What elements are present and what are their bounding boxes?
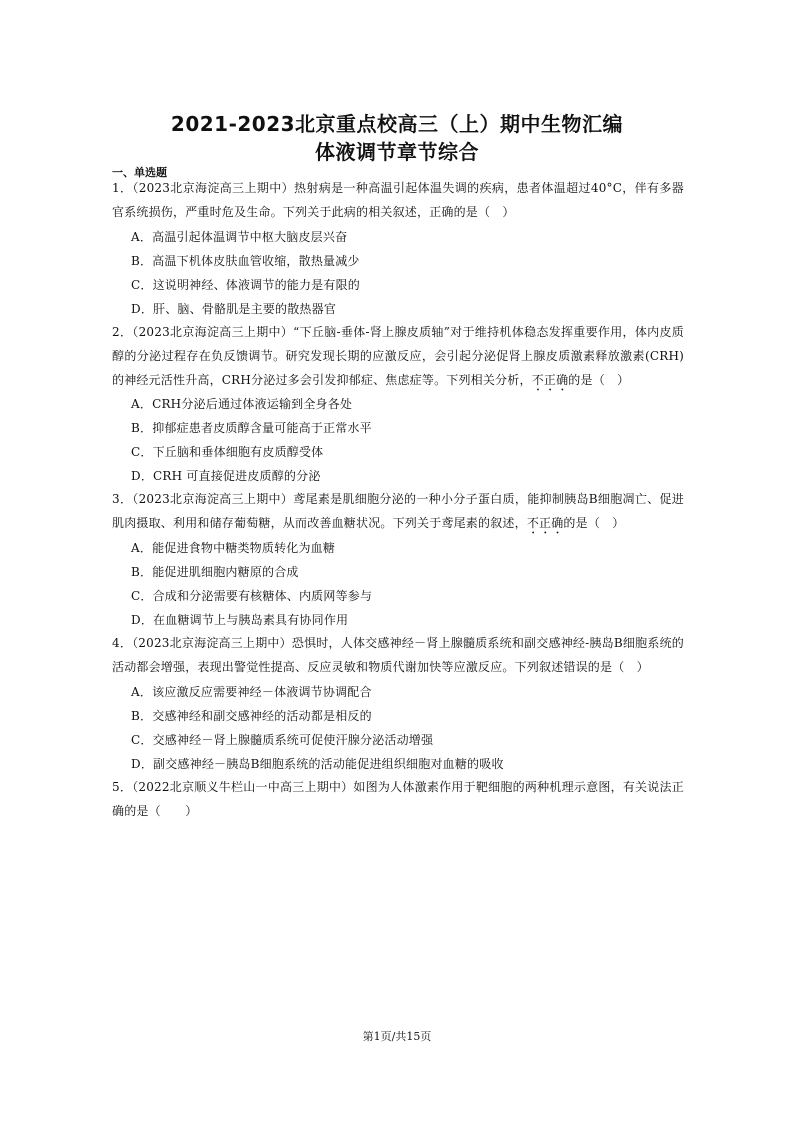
question-1-option-a: A．高温引起体温调节中枢大脑皮层兴奋 bbox=[131, 230, 348, 244]
question-2-option-d: D．CRH 可直接促进皮质醇的分泌 bbox=[131, 469, 321, 483]
question-3-option-b: B．能促进肌细胞内糖原的合成 bbox=[131, 565, 299, 579]
question-2-option-a: A．CRH分泌后通过体液运输到全身各处 bbox=[131, 397, 353, 411]
question-2-option-c: C．下丘脑和垂体细胞有皮质醇受体 bbox=[131, 445, 324, 459]
question-3-stem-text: 3．（2023北京海淀高三上期中）鸢尾素是肌细胞分泌的一种小分子蛋白质，能抑制胰岛B细胞凋亡、促进肌肉摄取、利用和储存葡萄糖，从而改善血糖状况。下列关于鸢尾素的叙述， bbox=[112, 492, 684, 530]
question-1-option-b: B．高温下机体皮肤血管收缩，散热量减少 bbox=[131, 254, 360, 268]
page-footer: 第1页/共15页 bbox=[362, 1030, 432, 1043]
question-2-emphasis: 不正确 bbox=[531, 373, 569, 387]
question-4-option-b: B．交感神经和副交感神经的活动都是相反的 bbox=[131, 709, 372, 723]
question-2-option-b: B．抑郁症患者皮质醇含量可能高于正常水平 bbox=[131, 421, 372, 435]
question-2-stem-tail: 的是（ ） bbox=[568, 373, 630, 387]
question-3-stem bbox=[112, 487, 684, 537]
question-3-option-a: A．能促进食物中糖类物质转化为血糖 bbox=[131, 541, 336, 555]
question-2-stem-text: 2．（2023北京海淀高三上期中）“下丘脑-垂体-肾上腺皮质轴”对于维持机体稳态发挥重要作用，体内皮质醇的分泌过程存在负反馈调节。研究发现长期的应激反应，会引起分泌促肾上腺皮质激素释放激素(CRH)的神经元活性升高，CRH分泌过多会引发抑郁症、焦虑症等。下列相关分析， bbox=[112, 325, 684, 387]
question-4-option-c: C．交感神经－肾上腺髓质系统可促使汗腺分泌活动增强 bbox=[131, 733, 434, 747]
question-5-stem: 5．（2022北京顺义牛栏山一中高三上期中）如图为人体激素作用于靶细胞的两种机理示意图，有关说法正确的是（ ） bbox=[112, 780, 684, 818]
section-heading: 一、单选题 bbox=[112, 166, 167, 179]
question-4-option-d: D．副交感神经－胰岛B细胞系统的活动能促进组织细胞对血糖的吸收 bbox=[131, 757, 504, 771]
document-subtitle: 体液调节章节综合 bbox=[315, 140, 479, 164]
question-3-stem-tail: 的是（ ） bbox=[563, 516, 625, 530]
question-3-option-c: C．合成和分泌需要有核糖体、内质网等参与 bbox=[131, 589, 373, 603]
question-2-stem bbox=[112, 320, 684, 394]
question-1-stem: 1．（2023北京海淀高三上期中）热射病是一种高温引起体温失调的疾病，患者体温超过40°C，伴有多器官系统损伤，严重时危及生命。下列关于此病的相关叙述，正确的是（ ） bbox=[112, 181, 684, 219]
question-4-stem: 4．（2023北京海淀高三上期中）恐惧时，人体交感神经－肾上腺髓质系统和副交感神经-胰岛B细胞系统的活动都会增强，表现出警觉性提高、反应灵敏和物质代谢加快等应激反应。下列叙述错误的是（ ） bbox=[112, 636, 684, 674]
document-title: 2021-2023北京重点校高三（上）期中生物汇编 bbox=[170, 112, 624, 136]
question-3-option-d: D．在血糖调节上与胰岛素具有协同作用 bbox=[131, 613, 349, 627]
question-4-option-a: A．该应激反应需要神经－体液调节协调配合 bbox=[131, 685, 372, 699]
question-3-emphasis: 不正确 bbox=[526, 516, 564, 530]
question-1-option-d: D．肝、脑、骨骼肌是主要的散热器官 bbox=[131, 302, 337, 316]
question-1-option-c: C．这说明神经、体液调节的能力是有限的 bbox=[131, 278, 360, 292]
